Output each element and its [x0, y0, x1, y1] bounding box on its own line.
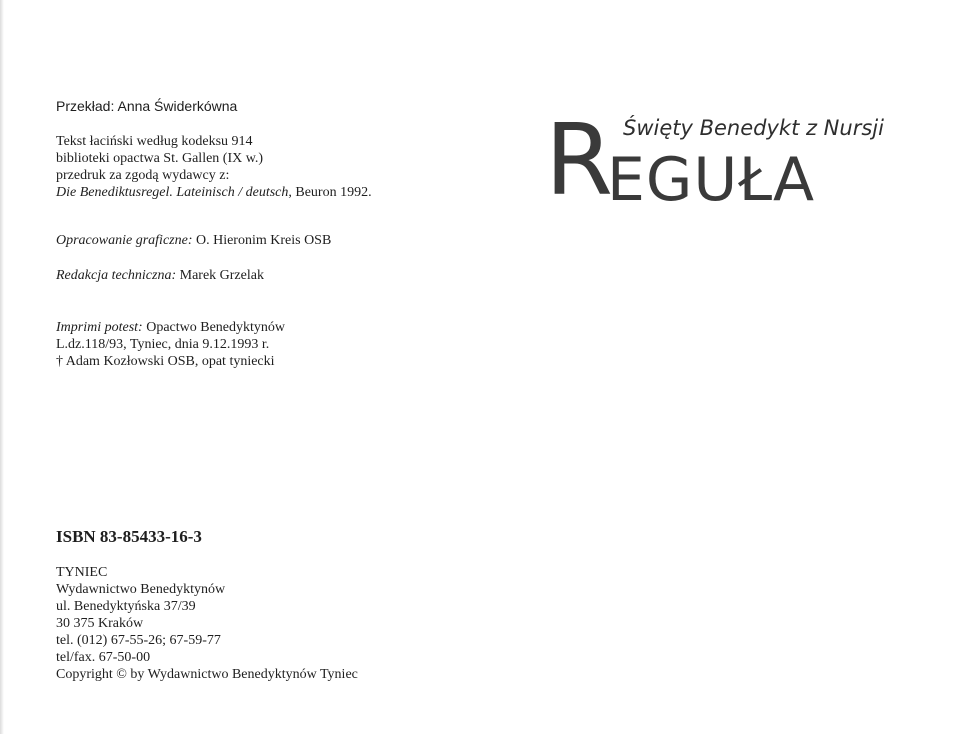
technical-label: Redakcja techniczna: — [56, 268, 177, 283]
publisher-line-7: Copyright © by Wydawnictwo Benedyktynów Tyniec — [56, 667, 358, 682]
publisher-line-3: ul. Benedyktyńska 37/39 — [56, 599, 196, 614]
page-edge — [0, 0, 4, 734]
imprimi-label: Imprimi potest: — [56, 320, 143, 335]
technical-value: Marek Grzelak — [176, 268, 264, 283]
graphics-value: O. Hieronim Kreis OSB — [192, 233, 332, 248]
publisher-line-4: 30 375 Kraków — [56, 616, 144, 631]
graphics-line — [56, 233, 331, 249]
imprimi-value: Opactwo Benedyktynów — [142, 320, 286, 335]
source-book-title: Die Benediktusregel. Lateinisch / deutsch — [56, 185, 289, 200]
graphics-label: Opracowanie graficzne: — [56, 233, 193, 248]
source-line-2: biblioteki opactwa St. Gallen (IX w.) — [56, 151, 264, 166]
source-book-suffix: , Beuron 1992. — [288, 185, 372, 200]
imprimi-line — [56, 320, 285, 336]
title-initial: R — [545, 104, 614, 218]
abbot-line: † Adam Kozłowski OSB, opat tyniecki — [56, 354, 275, 369]
publisher-line-6: tel/fax. 67-50-00 — [56, 650, 151, 665]
technical-line — [56, 268, 264, 284]
isbn: ISBN 83-85433-16-3 — [56, 527, 202, 546]
translation-line: Przekład: Anna Świderkówna — [56, 98, 238, 114]
source-line-3: przedruk za zgodą wydawcy z: — [56, 168, 230, 183]
publisher-line-5: tel. (012) 67-55-26; 67-59-77 — [56, 633, 221, 648]
source-book-line — [56, 185, 372, 201]
title-subtitle: Święty Benedykt z Nursji — [623, 116, 884, 140]
publisher-line-1: TYNIEC — [56, 565, 108, 580]
ref-line: L.dz.118/93, Tyniec, dnia 9.12.1993 r. — [56, 337, 270, 352]
publisher-line-2: Wydawnictwo Benedyktynów — [56, 582, 226, 597]
title-rest: EGUŁA — [607, 145, 816, 215]
title-block — [545, 104, 885, 222]
source-line-1: Tekst łaciński według kodeksu 914 — [56, 134, 253, 149]
